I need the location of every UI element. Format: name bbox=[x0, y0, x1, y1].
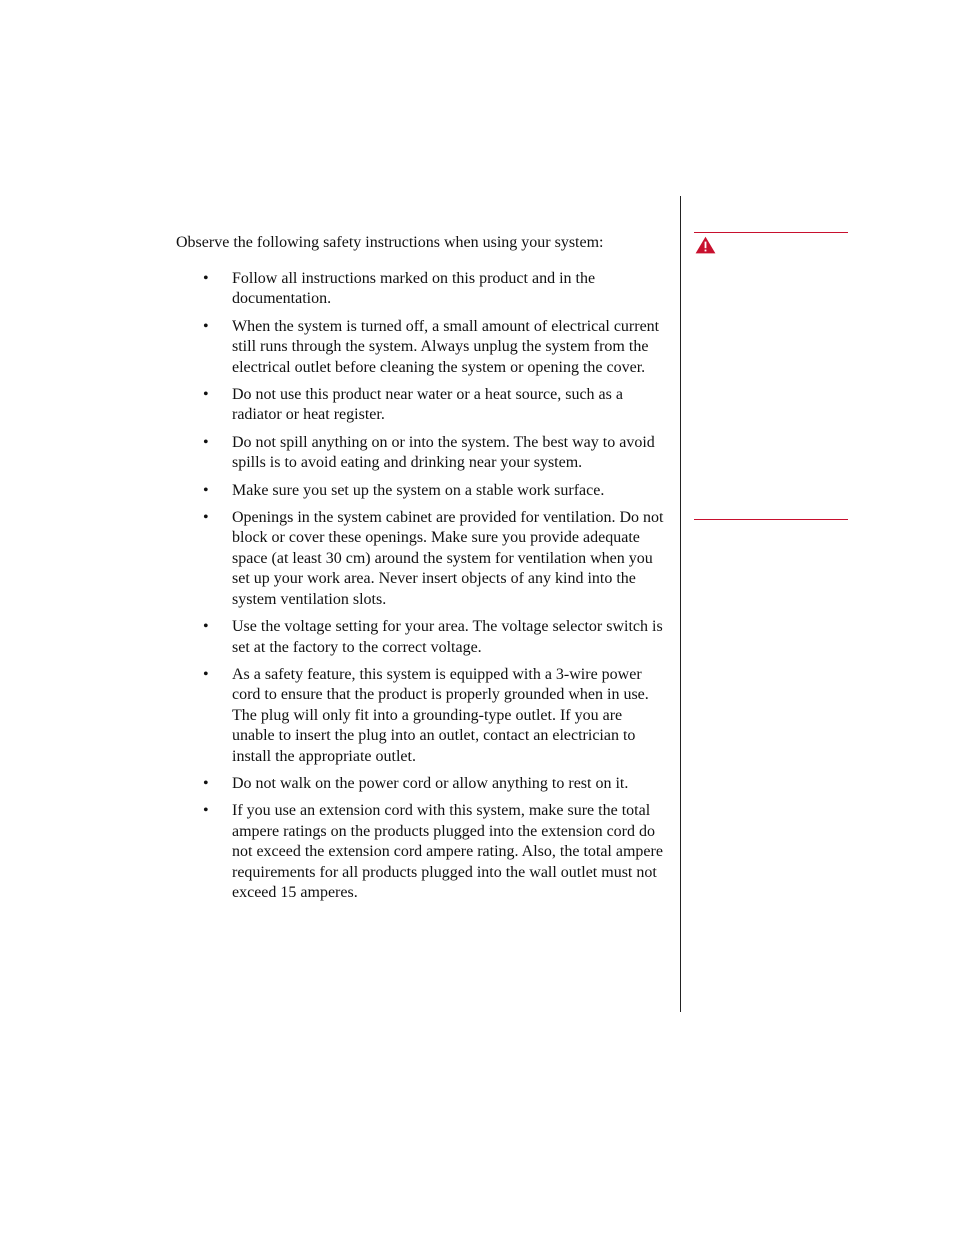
bullet-icon: • bbox=[203, 774, 209, 792]
instruction-text: Do not walk on the power cord or allow anything to rest on it. bbox=[232, 774, 629, 792]
instruction-text: When the system is turned off, a small amount of electrical current still runs through the system. Always unplug the system from the electrical outlet before cleaning the system or opening the cover. bbox=[232, 317, 660, 376]
sidebar-top-rule bbox=[694, 232, 848, 233]
warning-triangle-icon bbox=[695, 236, 716, 254]
instruction-text: If you use an extension cord with this system, make sure the total ampere ratings on the products plugged into the extension cord do not exceed the extension cord ampere rating. Also, the total ampere requirements for all products plugged into the wall outlet must not exceed 15 amperes. bbox=[232, 802, 663, 901]
list-item bbox=[176, 774, 666, 794]
safety-instructions-list bbox=[176, 269, 666, 903]
warning-exclamation-dot bbox=[705, 250, 707, 252]
bullet-icon: • bbox=[203, 433, 209, 451]
list-item bbox=[176, 617, 666, 658]
intro-text: Observe the following safety instructions when using your system: bbox=[176, 234, 604, 251]
bullet-icon: • bbox=[203, 386, 209, 404]
bullet-icon: • bbox=[203, 270, 209, 287]
instruction-text: Openings in the system cabinet are provided for ventilation. Do not block or cover these openings. Make sure you provide adequate space (at least 30 cm) around the system for ventilation when you set up your work area. Never insert objects of any kind into the system ventilation slots. bbox=[232, 509, 664, 608]
list-item bbox=[176, 269, 666, 310]
bullet-icon: • bbox=[203, 618, 209, 636]
list-item bbox=[176, 317, 666, 378]
instruction-text: Make sure you set up the system on a stable work surface. bbox=[232, 481, 605, 499]
column-divider bbox=[680, 196, 681, 1012]
main-column bbox=[176, 233, 666, 910]
list-item bbox=[176, 665, 666, 767]
bullet-icon: • bbox=[203, 665, 209, 683]
bullet-icon: • bbox=[203, 802, 209, 820]
list-item bbox=[176, 385, 666, 426]
bullet-icon: • bbox=[203, 317, 209, 335]
list-item bbox=[176, 433, 666, 474]
list-item bbox=[176, 481, 666, 501]
instruction-text: Do not use this product near water or a heat source, such as a radiator or heat register. bbox=[232, 386, 623, 424]
instruction-text: Do not spill anything on or into the system. The best way to avoid spills is to avoid eating and drinking near your system. bbox=[232, 433, 655, 472]
sidebar-bottom-rule bbox=[694, 519, 848, 520]
list-item bbox=[176, 801, 666, 903]
warning-exclamation-bar bbox=[705, 242, 707, 249]
instruction-text: Follow all instructions marked on this product and in the documentation. bbox=[232, 270, 596, 308]
list-item bbox=[176, 508, 666, 610]
bullet-icon: • bbox=[203, 509, 209, 527]
bullet-icon: • bbox=[203, 481, 209, 499]
instruction-text: Use the voltage setting for your area. The voltage selector switch is set at the factory to the correct voltage. bbox=[232, 618, 663, 656]
instruction-text: As a safety feature, this system is equipped with a 3-wire power cord to ensure that the product is properly grounded when in use. The plug will only fit into a grounding-type outlet. If you are unable to insert the plug into an outlet, contact an electrician to install the appropriate outlet. bbox=[232, 665, 649, 765]
